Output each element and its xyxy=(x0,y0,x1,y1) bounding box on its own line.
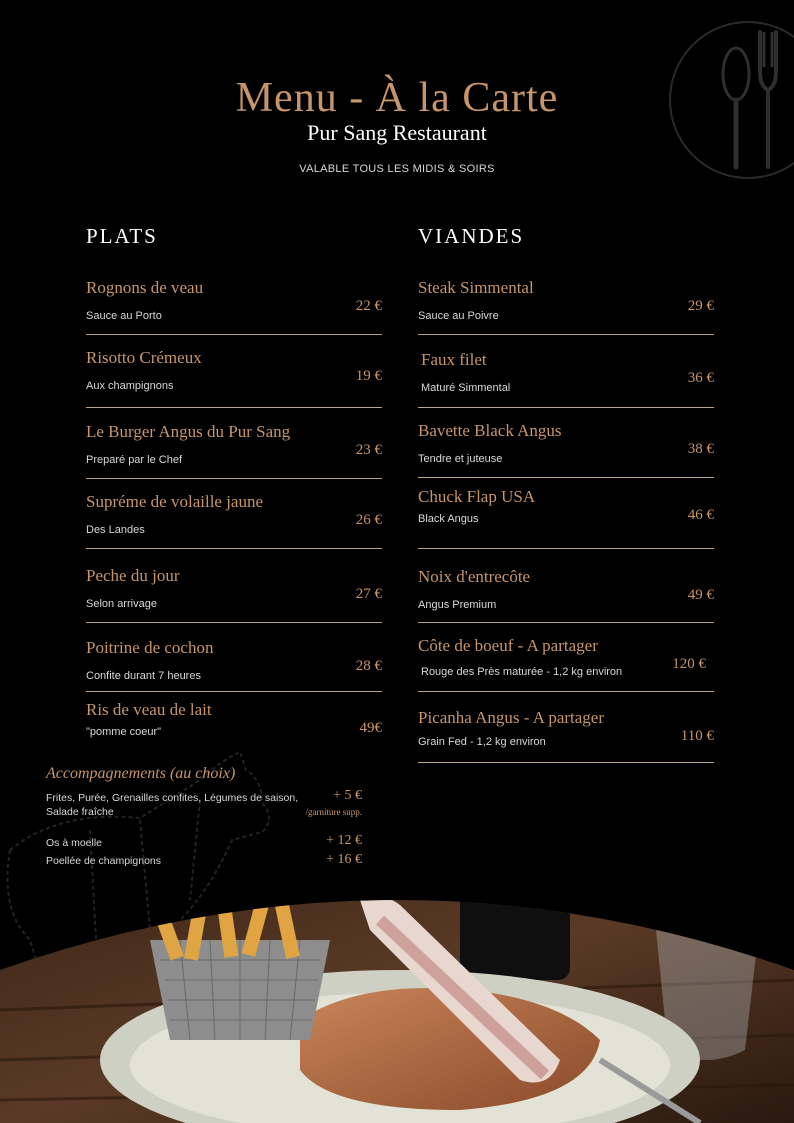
item-price: 22 € xyxy=(355,298,382,314)
item-description: Sauce au Porto xyxy=(86,310,162,322)
item-description: Angus Premium xyxy=(418,599,497,611)
item-name: Bavette Black Angus xyxy=(418,421,562,440)
item-name: Poitrine de cochon xyxy=(86,638,214,657)
item-price: 26 € xyxy=(355,512,382,528)
divider xyxy=(86,334,382,335)
divider xyxy=(86,478,382,479)
item-price: 110 € xyxy=(680,728,714,744)
item-name: Le Burger Angus du Pur Sang xyxy=(86,422,291,441)
item-name: Faux filet xyxy=(421,350,487,369)
viandes-heading: VIANDES xyxy=(418,224,525,248)
divider xyxy=(418,622,714,623)
item-description: Selon arrivage xyxy=(86,598,157,610)
viandes-list xyxy=(418,270,714,770)
item-price: 49€ xyxy=(359,720,382,736)
item-price: 46 € xyxy=(687,507,714,523)
accompagnements-note: /garniture supp. xyxy=(305,807,362,817)
accompagnements-price: + 5 € xyxy=(333,788,362,803)
item-price: 29 € xyxy=(687,298,714,314)
item-description: Preparé par le Chef xyxy=(86,454,182,466)
divider xyxy=(418,334,714,335)
item-name: Steak Simmental xyxy=(418,278,534,297)
item-name: Risotto Crémeux xyxy=(86,348,202,367)
extra-price: + 16 € xyxy=(326,852,362,867)
item-name: Côte de boeuf - A partager xyxy=(418,636,598,655)
item-description: Confite durant 7 heures xyxy=(86,670,201,682)
item-name: Rognons de veau xyxy=(86,278,204,297)
accompagnements-title: Accompagnements (au choix) xyxy=(46,765,236,782)
item-description: Tendre et juteuse xyxy=(418,453,503,465)
divider xyxy=(418,691,714,692)
divider xyxy=(418,407,714,408)
plats-heading: PLATS xyxy=(86,224,158,248)
item-price: 19 € xyxy=(355,368,382,384)
item-price: 28 € xyxy=(355,658,382,674)
divider xyxy=(86,691,382,692)
food-photo xyxy=(0,860,794,1123)
restaurant-name: Pur Sang Restaurant xyxy=(307,120,487,145)
item-name: Peche du jour xyxy=(86,566,180,585)
extra-price: + 12 € xyxy=(326,833,362,848)
extra-label: Poellée de champignons xyxy=(46,855,161,867)
extra-label: Os à moelle xyxy=(46,837,103,849)
divider xyxy=(86,548,382,549)
item-name: Chuck Flap USA xyxy=(418,487,536,506)
page-title: Menu - À la Carte xyxy=(235,75,559,121)
divider xyxy=(86,407,382,408)
item-description: Grain Fed - 1,2 kg environ xyxy=(418,736,546,748)
item-price: 36 € xyxy=(687,370,714,386)
item-name: Ris de veau de lait xyxy=(86,700,212,719)
item-price: 38 € xyxy=(687,441,714,457)
item-description: Des Landes xyxy=(86,524,145,536)
item-price: 27 € xyxy=(355,586,382,602)
plats-list xyxy=(86,270,382,750)
item-name: Noix d'entrecôte xyxy=(418,567,531,586)
item-description: Maturé Simmental xyxy=(421,382,511,394)
item-description: "pomme coeur" xyxy=(86,726,162,738)
divider xyxy=(86,622,382,623)
divider xyxy=(418,548,714,549)
item-description: Sauce au Poivre xyxy=(418,310,499,322)
item-price: 120 € xyxy=(672,656,706,672)
item-description: Black Angus xyxy=(418,513,479,525)
item-description: Aux champignons xyxy=(86,380,174,392)
item-name: Picanha Angus - A partager xyxy=(418,708,605,727)
item-description: Rouge des Près maturée - 1,2 kg environ xyxy=(421,666,623,678)
accompagnements-description: Frites, Purée, Grenailles confites, Légumes de saison, Salade fraîche xyxy=(46,792,299,818)
item-price: 23 € xyxy=(355,442,382,458)
divider xyxy=(418,762,714,763)
item-name: Supréme de volaille jaune xyxy=(86,492,264,511)
divider xyxy=(418,477,714,478)
item-price: 49 € xyxy=(687,587,714,603)
validity-note: VALABLE TOUS LES MIDIS & SOIRS xyxy=(299,163,495,175)
